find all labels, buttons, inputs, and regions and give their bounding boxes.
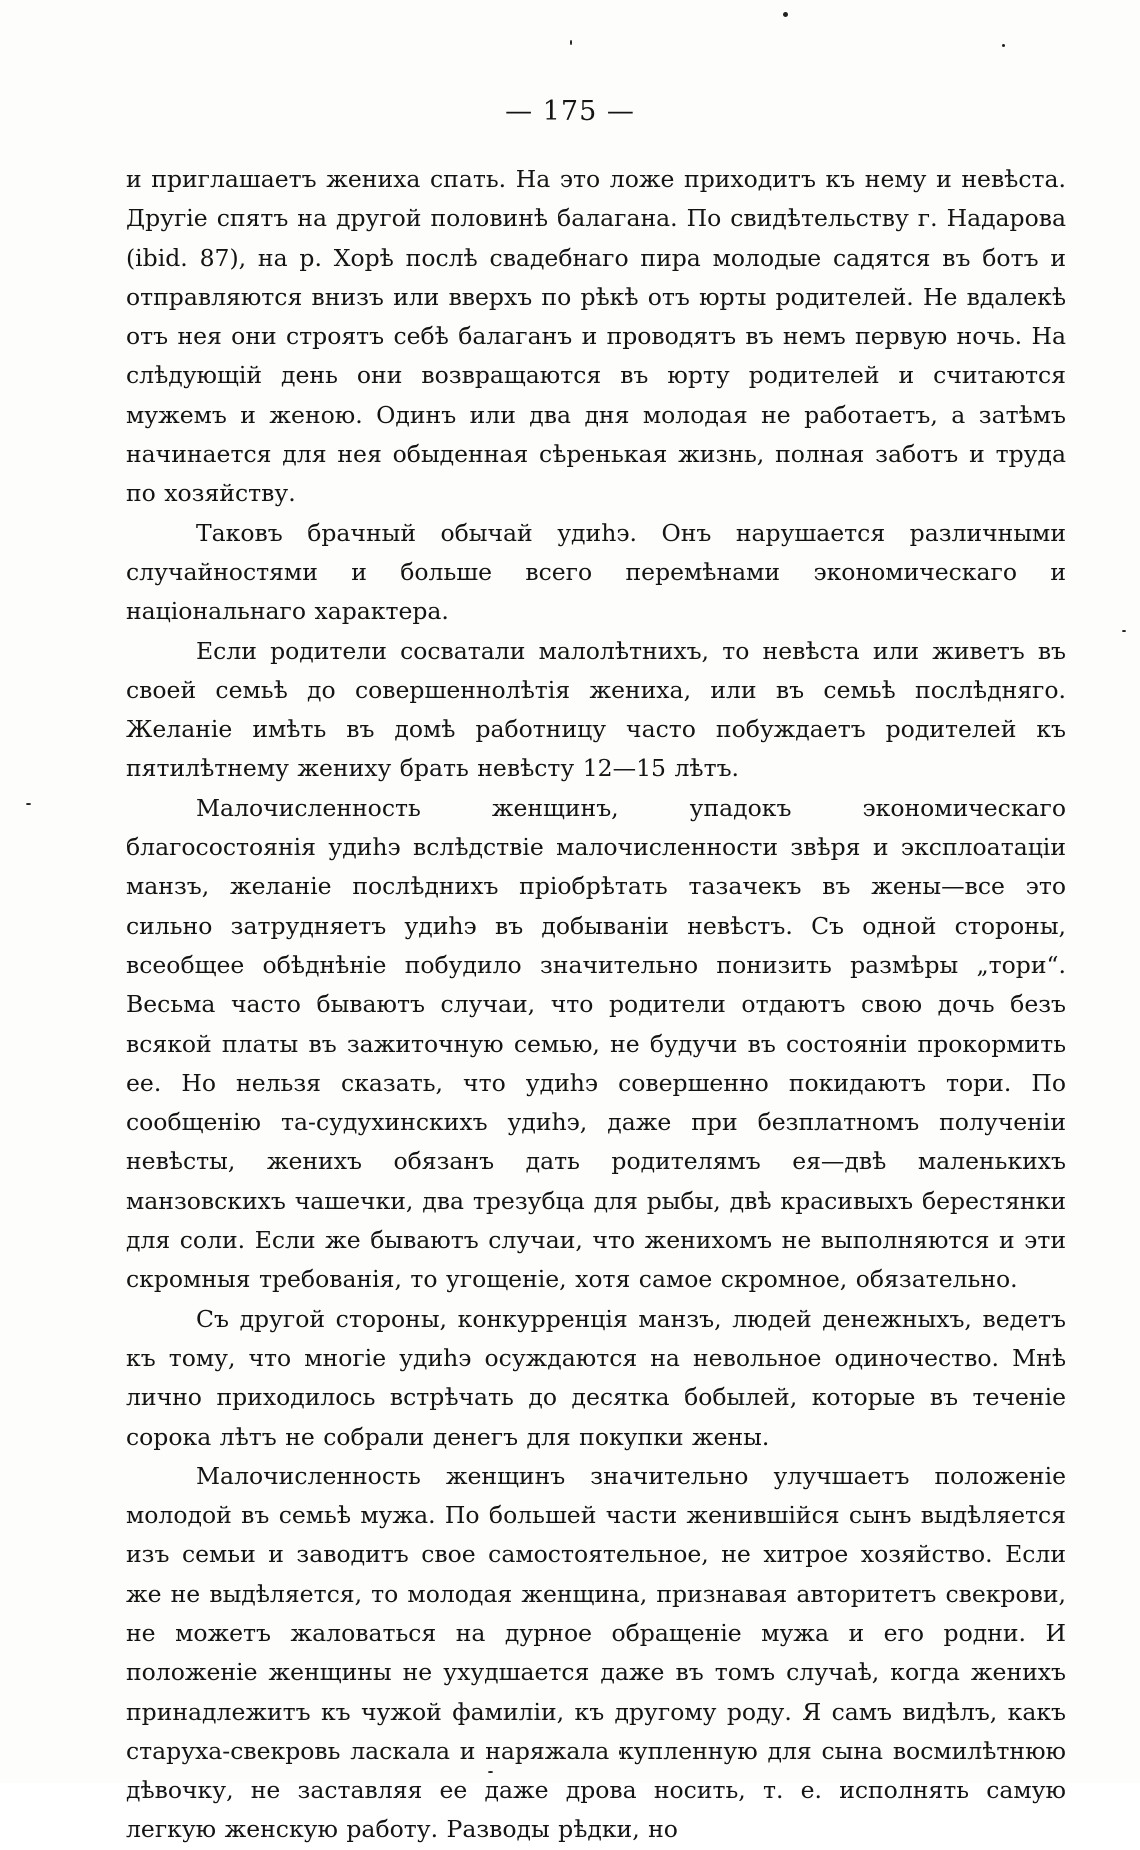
paragraph: и приглашаетъ жениха спать. На это ложе приходитъ къ нему и невѣста. Другіе спятъ на другой половинѣ балагана. По свидѣтельству г. Надарова (ibid. 87), на р. Хорѣ послѣ свадебнаго пира молодые садятся въ ботъ и отправляются внизъ или вверхъ по рѣкѣ отъ юрты родителей. Не вдалекѣ отъ нея они строятъ себѣ балаганъ и проводятъ въ немъ первую ночь. На слѣдующій день они возвращаются въ юрту родителей и считаются мужемъ и женою. Одинъ или два дня молодая не работаетъ, а затѣмъ начинается для нея обыденная сѣренькая жизнь, полная заботъ и труда по хозяйству. bbox=[126, 165, 1066, 508]
paragraph: Съ другой стороны, конкурренція манзъ, людей денежныхъ, ведетъ къ тому, что многіе удиһэ осуждаются на невольное одиночество. Мнѣ лично приходилось встрѣчать до десятка бобылей, которые въ теченіе сорока лѣтъ не собрали денегъ для покупки жены. bbox=[126, 1304, 1066, 1451]
paragraph: Малочисленность женщинъ, упадокъ экономическаго благосостоянія удиһэ вслѣдствіе малочисленности звѣря и эксплоатаціи манзъ, желаніе послѣднихъ пріобрѣтать тазачекъ въ жены—все это сильно затрудняетъ удиһэ въ добываніи невѣстъ. Съ одной стороны, всеобщее обѣднѣніе побудило значительно понизить размѣры „тори“. Весьма часто бываютъ случаи, что родители отдаютъ свою дочь безъ всякой платы въ зажиточную семью, не будучи въ состояніи прокормить ее. Но нельзя сказать, что удиһэ совершенно покидаютъ тори. По сообщенію та-судухинскихъ удиһэ, даже при безплатномъ полученіи невѣсты, женихъ обязанъ дать родителямъ ея—двѣ маленькихъ манзовскихъ чашечки, два трезубца для рыбы, двѣ красивыхъ берестянки для соли. Если же бываютъ случаи, что женихомъ не выполняются и эти скромныя требованія, то угощеніе, хотя самое скромное, обязательно. bbox=[126, 793, 1066, 1294]
body-text bbox=[126, 160, 1066, 1850]
ink-speck bbox=[1002, 44, 1005, 47]
ink-speck bbox=[26, 803, 31, 805]
ink-speck bbox=[783, 12, 788, 17]
paragraph: Таковъ брачный обычай удиһэ. Онъ нарушается различными случайностями и больше всего перемѣнами экономическаго и національнаго характера. bbox=[126, 518, 1066, 626]
paragraph: Малочисленность женщинъ значительно улучшаетъ положеніе молодой въ семьѣ мужа. По большей части женившійся сынъ выдѣляется изъ семьи и заводитъ свое самостоятельное, не хитрое хозяйство. Если же не выдѣляется, то молодая женщина, признавая авторитетъ свекрови, не можетъ жаловаться на дурное обращеніе мужа и его родни. И положеніе женщины не ухудшается даже въ томъ случаѣ, когда женихъ принадлежитъ къ чужой фамиліи, къ другому роду. Я самъ видѣлъ, какъ старуха-свекровь ласкала и наряжала купленную для сына восмилѣтнюю дѣвочку, не заставляя ее даже дрова носить, т. е. исполнять самую легкую женскую работу. Разводы рѣдки, но bbox=[126, 1461, 1066, 1844]
ink-speck bbox=[1122, 630, 1126, 632]
paragraph: Если родители сосватали малолѣтнихъ, то невѣста или живетъ въ своей семьѣ до совершеннолѣтія жениха, или въ семьѣ послѣдняго. Желаніе имѣть въ домѣ работницу часто побуждаетъ родителей къ пятилѣтнему жениху брать невѣсту 12—15 лѣтъ. bbox=[126, 636, 1066, 783]
page-number: — 175 — bbox=[505, 96, 635, 127]
ink-speck bbox=[570, 40, 572, 45]
